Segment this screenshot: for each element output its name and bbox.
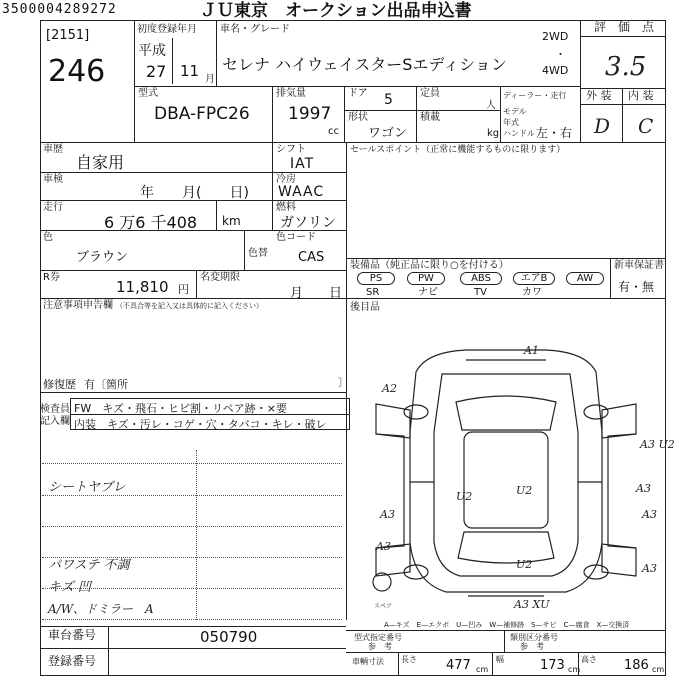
mileage-unit: km (222, 214, 241, 228)
height-label: 高さ (581, 655, 597, 664)
equip-navi: ナビ (418, 287, 438, 298)
mark-a1: A1 (524, 344, 539, 357)
repair-status: 有〔箇所 (84, 378, 128, 391)
note-seat-tear: シートヤブレ (48, 480, 126, 495)
chassis-label: 車台番号 (48, 628, 97, 642)
ac-label: 冷房 (276, 174, 296, 185)
interior-grade: C (638, 114, 654, 138)
usage: 自家用 (76, 153, 125, 172)
repair-label: 修復歴 (43, 378, 76, 391)
warranty: 有・無 (618, 280, 655, 294)
drive-2wd: 2WD (542, 30, 569, 43)
mark-u2-rear: U2 (516, 558, 533, 571)
width-label: 幅 (496, 655, 504, 664)
drive-dot: ・ (555, 48, 566, 61)
inspector-label-1: 検査員 (40, 404, 70, 415)
recycle-unit: 円 (178, 283, 189, 296)
equipment-label: 装備品（純正品に限り○を付ける） (350, 260, 509, 271)
equip-abs: ABS (460, 272, 502, 285)
handle-side: 左・右 (536, 126, 573, 140)
mark-a3-xu: A3 XU (514, 598, 550, 611)
exterior-label: 外 装 (586, 89, 612, 102)
displacement-label: 排気量 (276, 88, 306, 99)
inspection-date: 年 月( 日) (140, 185, 249, 201)
mark-a2: A2 (382, 382, 397, 395)
vehicle-damage-diagram (346, 312, 675, 612)
reg-month-unit: 月 (205, 74, 215, 85)
note-aw-mirror: A/W、ドミラー A (48, 602, 154, 616)
length-unit: cm (476, 665, 489, 674)
displacement: 1997 (288, 104, 332, 124)
body-type: ワゴン (368, 126, 408, 141)
reg-era: 平成 (138, 43, 166, 59)
damage-legend: A—キズ E—エクボ U—凹み W—補修跡 S—サビ C—腐食 X—交換済 (384, 621, 630, 629)
overall-score: 3.5 (605, 52, 647, 82)
grade-title: 評 価 点 (594, 20, 655, 34)
expiry-date: 月 日 (290, 286, 343, 301)
vehicle-name: セレナ ハイウェイスターSエディション (222, 55, 507, 74)
rear-seat-label: 後目品 (350, 302, 380, 313)
mark-a3-left-low: A3 (376, 540, 391, 553)
interior-row: 内装 キズ・汚レ・コゲ・穴・タバコ・キレ・破レ (74, 418, 327, 431)
sales-point-label: セールスポイント（正常に機能するものに限ります） (350, 145, 566, 155)
drive-4wd: 4WD (542, 64, 569, 77)
length-label: 長さ (401, 655, 417, 664)
notes-label: 注意事項申告欄 (43, 300, 113, 311)
class-sub: 参 考 (520, 642, 544, 651)
equip-leather: カワ (522, 287, 542, 298)
mark-a3-right: A3 (642, 508, 657, 521)
mileage: 6 万6 千408 (104, 213, 198, 232)
cc-unit: cc (328, 126, 339, 137)
equip-tv: TV (474, 287, 487, 298)
form-title: ＪＵ東京 オークション出品申込書 (200, 1, 472, 21)
height: 186 (624, 658, 649, 673)
equip-aw: AW (566, 272, 604, 285)
capacity-unit: 人 (486, 100, 496, 111)
lot-code: [2151] (46, 28, 90, 43)
mark-a3-rear-right: A3 (642, 562, 657, 575)
usage-label: 車歴 (43, 144, 63, 155)
type-cert-label: 型式指定番号 (354, 633, 402, 642)
warranty-label: 新車保証書 (614, 260, 664, 271)
ac: WAAC (278, 184, 325, 200)
color-change-label: 色替 (248, 248, 268, 259)
mark-u2-left: U2 (456, 490, 473, 503)
type-cert-sub: 参 考 (368, 642, 392, 651)
model-label: 型式 (138, 88, 158, 99)
interior-label: 内 装 (628, 89, 654, 102)
equip-ps: PS (357, 272, 395, 285)
width: 173 (540, 658, 565, 673)
color-code-label: 色コード (276, 232, 316, 243)
expiry-label: 名変期限 (200, 272, 240, 283)
fuel: ガソリン (280, 215, 336, 231)
equip-airbag: エアB (513, 272, 555, 285)
reg-month: 11 (180, 62, 200, 80)
size-label: 車輌寸法 (352, 657, 384, 666)
exterior-grade: D (594, 114, 611, 138)
mark-a3-right-side: A3 (636, 482, 651, 495)
repair-end: 〕 (338, 376, 349, 389)
doors: 5 (384, 92, 393, 108)
equip-sr: SR (366, 287, 380, 298)
dealer-label: ディーラー・走行 (503, 91, 567, 100)
mark-a3-left: A3 (380, 508, 395, 521)
length: 477 (446, 658, 471, 673)
recycle-label: R券 (43, 272, 60, 283)
load-label: 積載 (420, 112, 440, 123)
shift: IAT (290, 156, 315, 172)
body-label: 形状 (348, 112, 368, 123)
note-scratch-dent: キズ 凹 (48, 580, 91, 595)
class-label: 類別区分番号 (510, 633, 558, 642)
mileage-label: 走行 (43, 202, 63, 213)
color-label: 色 (43, 232, 53, 243)
mark-a3-u2-right: A3 U2 (640, 438, 675, 451)
note-power-steering: パワステ 不調 (48, 558, 130, 573)
width-unit: cm (568, 665, 581, 674)
fw-row: FW キズ・飛石・ヒビ割・リペア跡・×要 (74, 402, 287, 415)
height-unit: cm (652, 665, 665, 674)
barcode-number: 3500004289272 (2, 2, 117, 17)
shift-label: シフト (276, 144, 306, 155)
model-code: DBA-FPC26 (154, 104, 250, 124)
first-reg-label: 初度登録年月 (137, 24, 197, 35)
reg-year: 27 (146, 62, 167, 81)
fuel-label: 燃料 (276, 202, 296, 213)
vehicle-name-label: 車名・グレード (220, 24, 290, 35)
notes-sub-label: （不具合等を記入又は具体的に記入ください） (116, 302, 263, 310)
doors-label: ドア (348, 88, 368, 99)
handle-label: ハンドル (503, 129, 535, 138)
recycle-fee: 11,810 (116, 278, 169, 296)
color-code: CAS (298, 250, 325, 265)
capacity-label: 定員 (420, 88, 440, 99)
inspection-label: 車検 (43, 174, 63, 185)
color: ブラウン (76, 250, 129, 265)
spare-label: スペア (374, 603, 393, 610)
model-year-label: モデル年式 (503, 107, 527, 127)
load-unit: kg (487, 128, 500, 139)
plate-label: 登録番号 (48, 654, 97, 668)
inspector-label-2: 記入欄 (40, 416, 70, 427)
lot-number: 246 (48, 54, 106, 89)
equip-pw: PW (407, 272, 445, 285)
mark-u2-center: U2 (516, 484, 533, 497)
chassis-number: 050790 (200, 628, 258, 646)
